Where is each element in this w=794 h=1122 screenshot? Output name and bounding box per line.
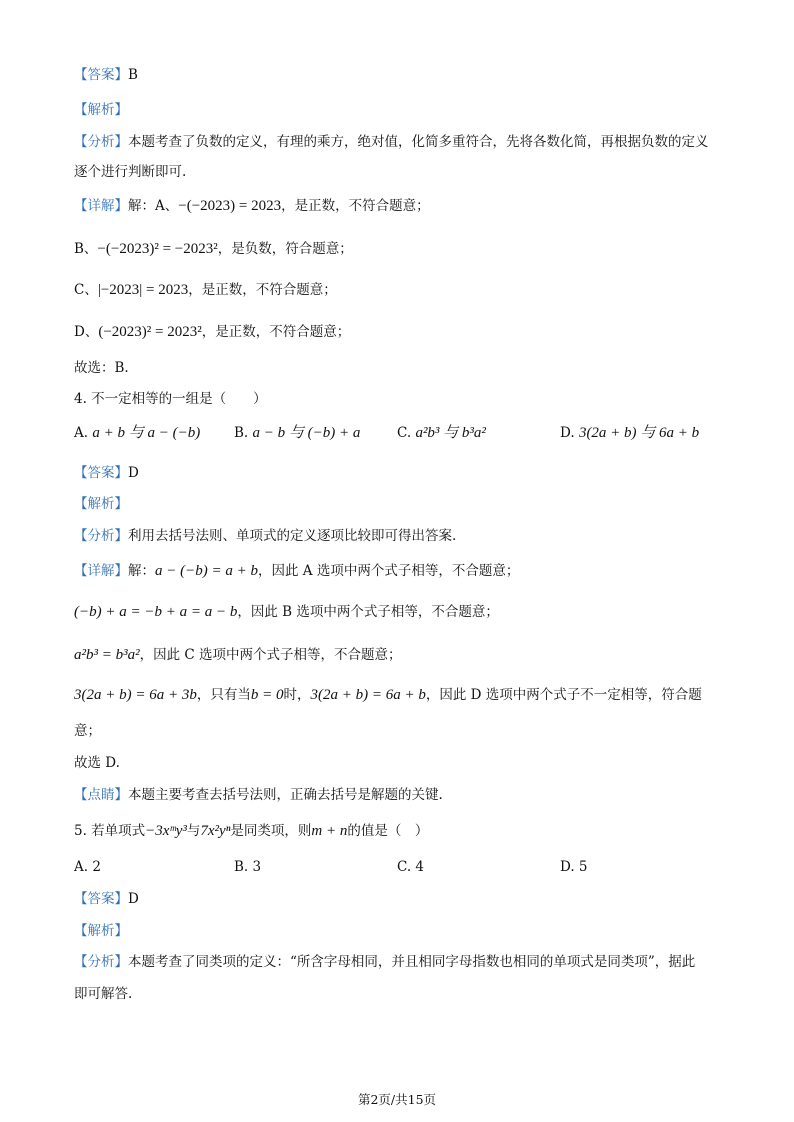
answer-tag: 【答案】 (74, 891, 128, 907)
q5-option-a: A. 2 (74, 859, 101, 875)
q5-fenxi-line1 (74, 953, 695, 971)
q5-stem (74, 822, 428, 840)
q4-fenxi (74, 527, 456, 545)
option-label: D. (560, 425, 575, 441)
detail-tail: ，因此 B 选项中两个式子相等，不合题意； (237, 604, 499, 620)
answer-value: B (128, 67, 138, 83)
q5-option-b: B. 3 (234, 859, 262, 875)
answer-tag: 【答案】 (74, 67, 128, 83)
math-expr: a²b³ = b³a² (74, 647, 140, 663)
q3-detail-a (74, 197, 430, 215)
math-expr: b = 0 (250, 687, 284, 703)
detail-tail: ，因此 A 选项中两个式子相等，不合题意； (257, 563, 520, 579)
detail-lead: C、 (74, 282, 98, 298)
detail-text: 时， (283, 687, 311, 703)
q5-analysis-tag: 【解析】 (74, 923, 128, 939)
detail-tail: ，是负数，符合题意； (217, 241, 353, 257)
q3-analysis-tag: 【解析】 (74, 102, 128, 118)
stem-text: 是同类项，则 (230, 823, 312, 839)
math-expr: 3(2a + b) = 6a + 3b (74, 687, 197, 703)
answer-value: D (128, 891, 139, 907)
detail-lead: 解： (128, 563, 155, 579)
fenxi-tag: 【分析】 (74, 134, 128, 150)
fenxi-text: 本题考查了同类项的定义：“所含字母相同，并且相同字母指数也相同的单项式是同类项”，据此 (128, 954, 696, 970)
dianjing-tag: 【点睛】 (74, 787, 128, 803)
stem-text: 5. 若单项式 (74, 823, 146, 839)
detail-text: ，只有当 (196, 687, 251, 703)
fenxi-text: 利用去括号法则、单项式的定义逐项比较即可得出答案. (128, 528, 457, 544)
option-expr: a²b³ 与 b³a² (415, 425, 486, 441)
math-expr: −(−2023) = 2023 (178, 198, 282, 214)
q4-option-a (74, 424, 200, 442)
fenxi-tag: 【分析】 (74, 528, 128, 544)
option-label: A. (74, 425, 89, 441)
math-expr: (−b) + a = −b + a = a − b (74, 604, 238, 620)
q4-detail-a (74, 562, 519, 580)
detail-lead: D、 (74, 324, 99, 340)
math-expr: 3(2a + b) = 6a + b (310, 687, 426, 703)
q5-option-c: C. 4 (397, 859, 425, 875)
math-expr: 7x²yⁿ (200, 823, 231, 839)
q5-option-d: D. 5 (560, 859, 588, 875)
q4-choose: 故选 D. (74, 755, 120, 771)
math-expr: −3xᵐy³ (145, 823, 187, 839)
fenxi-tag: 【分析】 (74, 954, 128, 970)
math-expr: (−2023)² = 2023² (98, 324, 202, 340)
q5-fenxi-line2: 即可解答. (74, 986, 133, 1002)
q4-detail-c (74, 646, 402, 664)
q4-answer (74, 464, 139, 482)
option-label: B. (234, 425, 249, 441)
q3-detail-b (74, 240, 353, 258)
fenxi-text: 本题考查了负数的定义，有理的乘方，绝对值，化简多重符合，先将各数化简，再根据负数的定义 (128, 134, 709, 150)
stem-text: 与 (186, 823, 201, 839)
detail-tail: ，是正数，不符合题意； (281, 198, 430, 214)
q5-answer (74, 890, 139, 908)
q3-fenxi-line2: 逐个进行判断即可. (74, 164, 187, 180)
math-expr: |−2023| = 2023 (97, 282, 189, 298)
option-expr: a + b 与 a − (−b) (92, 425, 201, 441)
detail-tail: ，因此 C 选项中两个式子相等，不合题意； (139, 647, 402, 663)
answer-tag: 【答案】 (74, 465, 128, 481)
math-expr: −(−2023)² = −2023² (97, 241, 218, 257)
q4-detail-d (74, 686, 702, 704)
detail-lead: B、 (74, 241, 98, 257)
option-label: C. (397, 425, 412, 441)
q4-detail-b (74, 603, 499, 621)
detail-tag: 【详解】 (74, 563, 128, 579)
detail-tail: ，是正数，不符合题意； (188, 282, 337, 298)
page-footer: 第2页/共15页 (357, 1092, 437, 1107)
dianjing-text: 本题主要考查去括号法则，正确去括号是解题的关键. (128, 787, 443, 803)
q3-detail-d (74, 323, 350, 341)
q3-detail-c (74, 281, 337, 299)
detail-tail: ，是正数，不符合题意； (201, 324, 351, 340)
math-expr: m + n (311, 823, 348, 839)
q4-stem: 4. 不一定相等的一组是（ ） (74, 391, 267, 407)
detail-tail: ，因此 D 选项中两个式子不一定相等，符合题 (425, 687, 702, 703)
math-expr: a − (−b) = a + b (155, 563, 258, 579)
q4-detail-d-cont: 意； (74, 723, 101, 739)
answer-value: D (128, 465, 139, 481)
q3-choose: 故选：B. (74, 360, 129, 376)
q4-option-c (397, 424, 486, 442)
q4-option-b (234, 424, 360, 442)
detail-tag: 【详解】 (74, 198, 128, 214)
q4-option-d (560, 424, 699, 442)
q4-dianjing (74, 786, 443, 804)
option-expr: a − b 与 (−b) + a (252, 425, 361, 441)
q3-answer (74, 66, 138, 84)
detail-lead: 解：A、 (128, 198, 179, 214)
q3-fenxi-line1 (74, 133, 709, 151)
q4-analysis-tag: 【解析】 (74, 496, 128, 512)
option-expr: 3(2a + b) 与 6a + b (578, 425, 700, 441)
stem-text: 的值是（ ） (347, 823, 429, 839)
